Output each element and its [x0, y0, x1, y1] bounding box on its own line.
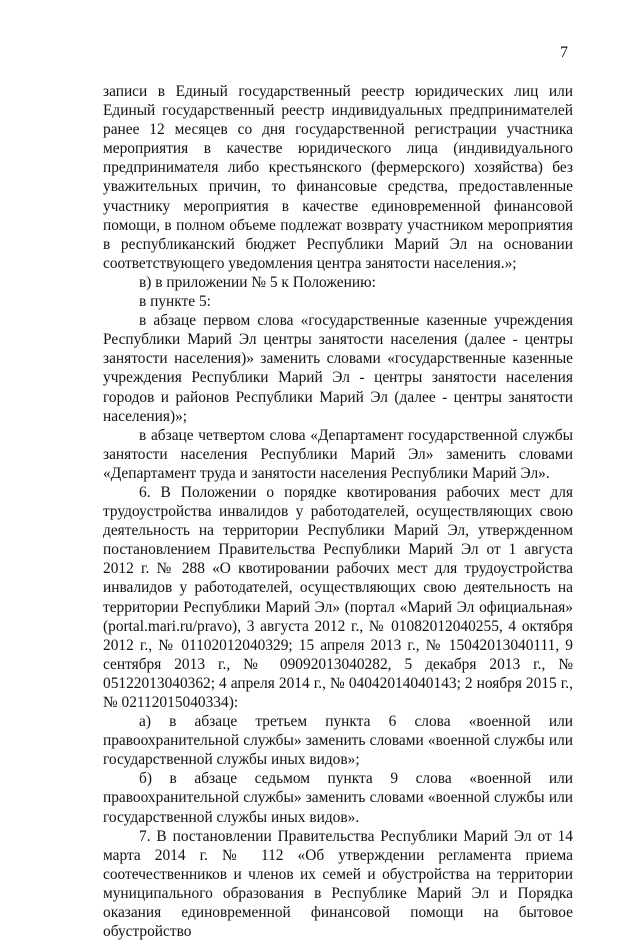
paragraph-item-6: 6. В Положении о порядке квотирования рабочих мест для трудоустройства инвалидов у работодателей, осуществляющих свою деятельность на территории Республики Марий Эл, утвержденном постановлением Правительства Республики Марий Эл от 1 августа 2012 г. № 288 «О квотировании рабочих мест для трудоустройства инвалидов у работодателей, осуществляющих свою деятельность на территории Республики Марий Эл» (портал «Марий Эл официальная» (portal.mari.ru/pravo), 3 августа 2012 г., № 01082012040255, 4 октября 2012 г., № 01102012040329; 15 апреля 2013 г., № 15042013040111, 9 сентября 2013 г., № 09092013040282, 5 декабря 2013 г., № 05122013040362; 4 апреля 2014 г., № 04042014040143; 2 ноября 2015 г., № 02112015040334):: [103, 483, 573, 711]
page-number: 7: [560, 44, 568, 61]
paragraph-fourth-abzac: в абзаце четвертом слова «Департамент государственной службы занятости населения Республики Марий Эл» заменить словами «Департамент труда и занятости населения Республики Марий Эл».: [103, 426, 573, 482]
paragraph-subitem-b: б) в абзаце седьмом пункта 9 слова «военной или правоохранительной службы» заменить словами «военной службы или государственной службы иных видов».: [103, 770, 573, 826]
paragraph-continuation: записи в Единый государственный реестр юридических лиц или Единый государственный реестр индивидуальных предпринимателей ранее 12 месяцев со дня государственной регистрации участника мероприятия в качестве юридического лица (индивидуального предпринимателя либо крестьянского (фермерского) хозяйства) без уважительных причин, то финансовые средства, предоставленные участнику мероприятия в качестве единовременной финансовой помощи, в полном объеме подлежат возврату участником мероприятия в республиканский бюджет Республики Марий Эл на основании соответствующего уведомления центра занятости населения.»;: [103, 83, 573, 272]
document-body: [103, 82, 573, 941]
paragraph-point-5: в пункте 5:: [139, 293, 211, 311]
paragraph-first-abzac: в абзаце первом слова «государственные казенные учреждения Республики Марий Эл центры занятости населения (далее - центры занятости населения)» заменить словами «государственные казенные учреждения Республики Марий Эл - центры занятости населения городов и районов Республики Марий Эл (далее - центры занятости населения)»;: [103, 312, 573, 425]
paragraph-subitem-a: а) в абзаце третьем пункта 6 слова «военной или правоохранительной службы» заменить словами «военной службы или государственной службы иных видов»;: [103, 713, 573, 769]
paragraph-item-7: 7. В постановлении Правительства Республики Марий Эл от 14 марта 2014 г. № 112 «Об утверждении регламента приема соотечественников и членов их семей и обустройства на территории муниципального образования в Республике Марий Эл и Порядка оказания единовременной финансовой помощи на бытовое обустройство: [103, 827, 573, 941]
paragraph-subitem-v: в) в приложении № 5 к Положению:: [139, 273, 376, 291]
